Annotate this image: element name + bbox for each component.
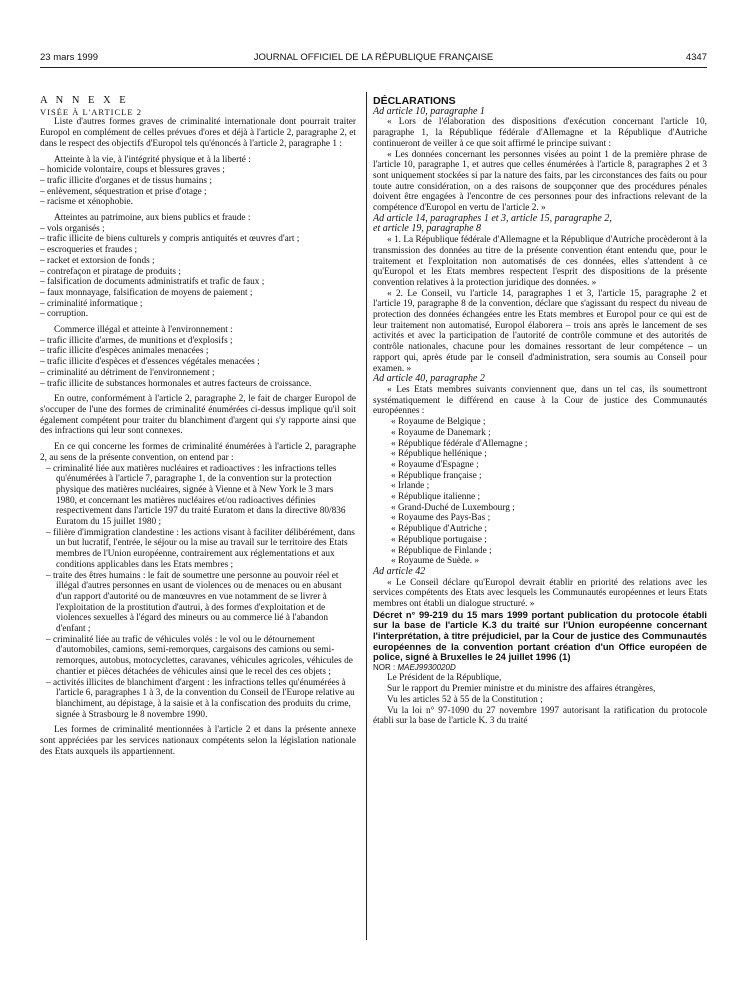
list-item: – criminalité au détriment de l'environnement ; [40,367,215,378]
group2-list [40,224,356,320]
header-page-number: 4347 [685,52,707,63]
ad1-paragraph-2: « Les données concernant les personnes visées au point 1 de la première phrase de l'article 10, paragraphe 1, et autres que celles énumérées à l'article 8, paragraphes 2 et 3 sont uniquement stockées si par la nature des faits, par les circonstances des faits ou pour toute autre considération, on a des raisons de soupçonner que des procédures pénales doivent être engagées à l'encontre de ces personnes pour des infractions relevant de la compétence d'Europol en vertu de l'article 2. » [373,149,707,214]
group2-title: Atteintes au patrimoine, aux biens publics et fraude : [54,213,251,224]
list-item: – falsification de documents administratifs et trafic de faux ; [40,277,265,288]
declarations-heading: DÉCLARATIONS [373,95,456,107]
ad4-paragraph-1: « Le Conseil déclare qu'Europol devrait établir en priorité des relations avec les services compétents des Etats avec lesquels les Communautés européennes et leurs Etats membres ont établi un dialogue structuré. » [373,577,707,610]
list-item: « République fédérale d'Allemagne ; [391,438,528,449]
list-item: – trafic illicite de substances hormonales et autres facteurs de croissance. [40,378,312,389]
list-item: « Grand-Duché de Luxembourg ; [391,502,515,513]
list-item: « Royaume d'Espagne ; [391,459,479,470]
list-item: – homicide volontaire, coups et blessures graves ; [40,165,225,176]
list-item: « République de Finlande ; [391,545,492,556]
definition-item: – criminalité liée aux matières nucléaires et radioactives : les infractions telles qu'énumérées à l'article 7, paragraphe 1, de la convention sur la protection physique des matières nucléaires, signée à Vienne et à New York le 3 mars 1980, et concernant les matières nucléaires et/ou radioactives définies respectivement dans l'article 197 du traité Euratom et dans la directive 80/836 Euratom du 15 juillet 1980 ; [46,463,346,528]
vu-loi-line: Vu la loi n° 97-1090 du 27 novembre 1997 autorisant la ratification du protocole établi sur la base de l'article K. 3 du traité [373,705,707,727]
list-item: – trafic illicite d'organes et de tissus humains ; [40,175,212,186]
list-item: – trafic illicite de biens culturels y compris antiquités et œuvres d'art ; [40,234,300,245]
list-item: – trafic illicite d'espèces animales menacées ; [40,346,209,357]
definition-item: – traite des êtres humains : le fait de soumettre une personne au pouvoir réel et illégal d'autres personnes en usant de violences ou de menaces ou en abusant d'un rapport d'autorité ou de manœuvres en vue notamment de se livrer à l'exploitation de la prostitution d'autrui, à des formes d'exploitation et de violences sexuelles à l'égard des mineurs ou au commerce lié à l'abandon d'enfant ; [46,570,342,635]
list-item: « République d'Autriche ; [391,524,487,535]
page-header [40,52,707,66]
list-item: – faux monnayage, falsification de moyens de paiement ; [40,287,253,298]
left-column [40,96,356,757]
list-item: « Royaume des Pays-Bas ; [391,513,491,524]
list-item: « Royaume de Suède. » [391,556,480,567]
paragraph-formes: En ce qui concerne les formes de criminalité énumérées à l'article 2, paragraphe 2, au sens de la présente convention, on entend par : [40,442,356,463]
list-item: « République portugaise ; [391,534,487,545]
header-date: 23 mars 1999 [40,52,99,63]
decree-title: Décret n° 99-219 du 15 mars 1999 portant publication du protocole établi sur la base de l'article K.3 du traité sur l'Union européenne concernant l'interprétation, à titre préjudiciel, par la Cour de justice des Communautés européennes de la convention portant création d'un Office européen de police, signé à Bruxelles le 24 juillet 1996 (1) [373,608,707,663]
header-rule [40,67,707,68]
ad-heading-article-14: Ad article 14, paragraphes 1 et 3, article 15, paragraphe 2, et article 19, paragraphe 8 [373,212,612,235]
list-item: – trafic illicite d'espèces et d'essences végétales menacées ; [40,357,260,368]
ad-heading-article-10: Ad article 10, paragraphe 1 [373,105,485,117]
definition-item: – activités illicites de blanchiment d'argent : les infractions telles qu'énumérées à l'article 6, paragraphes 1 à 3, de la convention du Conseil de l'Europe relative au blanchiment, au dépistage, à la saisie et à la confiscation des produits du crime, signée à Strasbourg le 8 novembre 1990. [46,677,355,720]
ad2-paragraph-2: « 2. Le Conseil, vu l'article 14, paragraphes 1 et 3, l'article 15, paragraphe 2 et l'article 19, paragraphe 8 de la convention, déclare que s'agissant du respect du niveau de protection des données échangées entre les Etats membres et Europol pour ce qui est de leur traitement non automatisé, Europol élaborera – trois ans après le lancement de ses activités et avec la participation de l'autorité de contrôle commune et des autorités de contrôle nationales, chacune pour les domaines ressortant de leur compétence – un rapport qui, après étude par le conseil d'administration, sera soumis au Conseil pour examen. » [373,288,707,374]
list-item: « Royaume de Danemark ; [391,427,491,438]
column-divider [366,92,367,940]
rapport-line: Sur le rapport du Premier ministre et du ministre des affaires étrangères, [387,684,656,695]
list-item: – trafic illicite d'armes, de munitions et d'explosifs ; [40,335,233,346]
president-line: Le Président de la République, [387,673,502,684]
list-item: – racket et extorsion de fonds ; [40,255,155,266]
group1-list [40,165,356,208]
group1-title: Atteinte à la vie, à l'intégrité physique et à la liberté : [54,154,251,165]
header-journal-title: JOURNAL OFFICIEL DE LA RÉPUBLIQUE FRANÇAISE [253,52,494,63]
annex-subtitle: VISÉE À L'ARTICLE 2 [40,106,142,117]
ad-heading-article-42: Ad article 42 [373,565,426,577]
ad3-paragraph-1: « Les Etats membres suivants conviennent que, dans un tel cas, ils soumettront systématiquement le différend en cause à la Cour de justice des Communautés européennes : [373,384,707,417]
list-item: « Royaume de Belgique ; [391,417,486,428]
list-item: – enlèvement, séquestration et prise d'otage ; [40,186,207,197]
ad2-paragraph-1: « 1. La République fédérale d'Allemagne et la République d'Autriche procèderont à la transmission des données au titre de la présente convention étant entendu que, pour le traitement et l'exploitation non automatisés de ces données, elles s'attendent à ce qu'Europol et les Etats membres respectent l'esprit des dispositions de la présente convention relatives à la protection juridique des données. » [373,235,707,288]
vu-constitution-line: Vu les articles 52 à 55 de la Constitution ; [387,694,543,705]
ad1-paragraph-1: « Lors de l'élaboration des dispositions d'exécution concernant l'article 10, paragraphe 1, la République fédérale d'Allemagne et la République d'Autriche continueront de veiller à ce que soit affirmé le principe suivant : [373,117,707,149]
list-item: – escroqueries et fraudes ; [40,245,138,256]
list-item: « République française ; [391,470,482,481]
list-item: – contrefaçon et piratage de produits ; [40,266,181,277]
group3-title: Commerce illégal et atteinte à l'environnement : [54,325,233,336]
paragraph-outre: En outre, conformément à l'article 2, paragraphe 2, le fait de charger Europol de s'occuper de l'une des formes de criminalité énumérées ci-dessus implique qu'il soit également compétent pour traiter du blanchiment d'argent qui s'y rapporte ainsi que des infractions qui leur sont connexes. [40,394,356,437]
group3-list [40,336,356,390]
list-item: « République italienne ; [391,492,481,503]
nor-reference: NOR : MAEJ9930020D [373,662,456,672]
countries-list [373,417,707,567]
list-item: – vols organisés ; [40,223,105,234]
paragraph-final: Les formes de criminalité mentionnées à l'article 2 et dans la présente annexe sont appréciées par les services nationaux compétents selon la législation nationale des Etats auxquels ils appartiennent. [40,725,356,757]
list-item: « Irlande ; [391,481,430,492]
definitions-list [40,464,356,721]
list-item: – criminalité informatique ; [40,298,143,309]
right-column [373,96,707,727]
list-item: – corruption. [40,309,89,320]
list-item: – racisme et xénophobie. [40,197,133,208]
annex-intro: Liste d'autres formes graves de criminalité internationale dont pourrait traiter Europol en complément de celles prévues d'ores et déjà à l'article 2, paragraphe 2, et dans le respect des objectifs d'Europol tels qu'énoncés à l'article 2, paragraphe 1 : [40,117,356,149]
definition-item: – criminalité liée au trafic de véhicules volés : le vol ou le détournement d'automobiles, camions, semi-remorques, cargaisons des camions ou semi-remorques, autobus, motocyclettes, caravanes, véhicules agricoles, véhicules de chantier et pièces détachées de véhicules ainsi que le recel des ces objets ; [46,634,353,677]
list-item: « République hellénique ; [391,449,487,460]
definition-item: – filière d'immigration clandestine : les actions visant à faciliter délibérément, dans un but lucratif, l'entrée, le séjour ou la mise au travail sur le territoire des Etats membres de l'Union européenne, contrairement aux réglementations et aux conditions applicables dans les Etats membres ; [46,527,355,570]
ad-heading-article-40: Ad article 40, paragraphe 2 [373,373,485,385]
annex-title: A N N E X E [40,95,129,106]
